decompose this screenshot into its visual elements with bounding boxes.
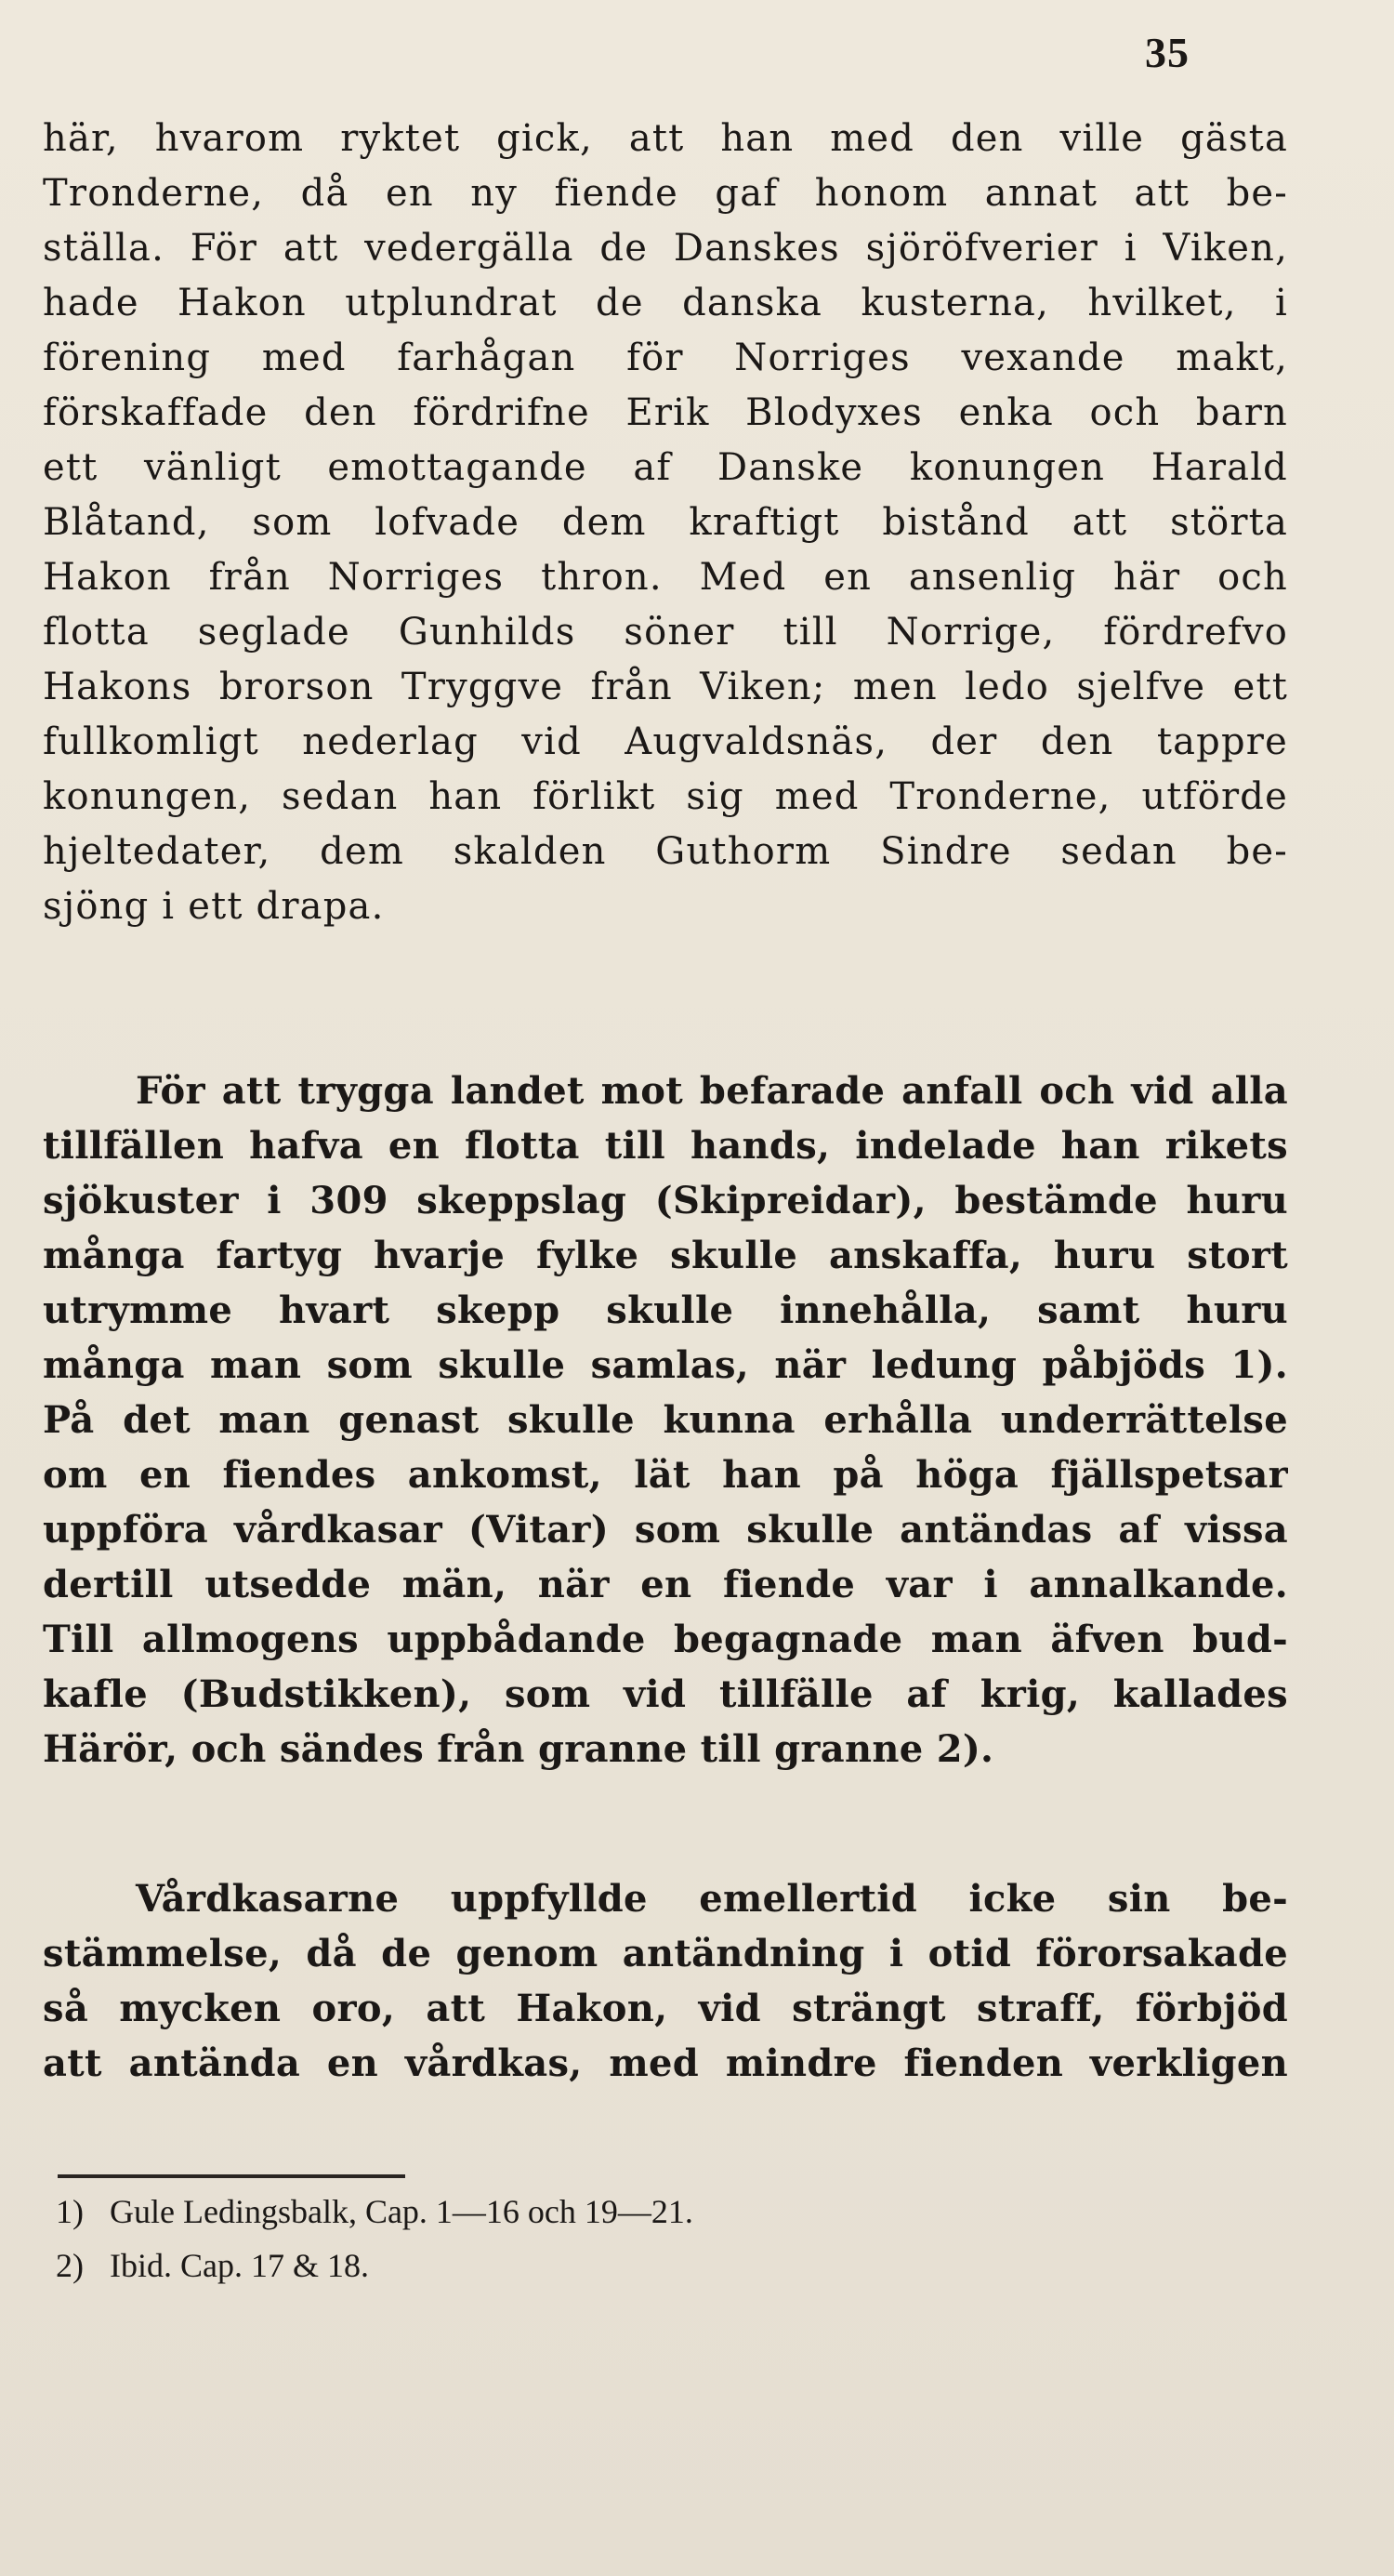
text-line: För att trygga landet mot befarade anfall och vid alla (136, 1069, 1288, 1113)
footnote-text: Gule Ledingsbalk, Cap. 1—16 och 19—21. (110, 2193, 693, 2230)
text-line: Hakons brorson Tryggve från Viken; men ledo sjelfve ett (43, 666, 1288, 708)
footnote-mark: 1) (56, 2193, 84, 2230)
text-line: Vårdkasarne uppfyllde emellertid icke sin be- (136, 1877, 1288, 1921)
page-number: 35 (1145, 29, 1190, 76)
paragraph-3 (43, 1871, 1288, 2091)
footnote (56, 2239, 693, 2292)
text-line: så mycken oro, att Hakon, vid strängt straff, förbjöd (43, 1987, 1288, 2030)
text-line: På det man genast skulle kunna erhålla underrättelse (43, 1398, 1288, 1442)
footnote-mark: 2) (56, 2247, 84, 2284)
paragraph-2 (43, 1063, 1288, 1777)
text-line: många fartyg hvarje fylke skulle anskaffa, huru stort (43, 1234, 1288, 1277)
footnote (56, 2185, 693, 2239)
text-line: Hakon från Norriges thron. Med en ansenlig här och (43, 556, 1288, 599)
text-line: att antända en vårdkas, med mindre fienden verkligen (43, 2041, 1288, 2085)
text-line: hade Hakon utplundrat de danska kusterna, hvilket, i (43, 282, 1288, 324)
text-line: kafle (Budstikken), som vid tillfälle af krig, kallades (43, 1672, 1288, 1716)
text-line: flotta seglade Gunhilds söner till Norrige, fördrefvo (43, 611, 1288, 654)
text-line: sjökuster i 309 skeppslag (Skipreidar), bestämde huru (43, 1179, 1288, 1222)
text-line: utrymme hvart skepp skulle innehålla, samt huru (43, 1288, 1288, 1332)
footnote-text: Ibid. Cap. 17 & 18. (110, 2247, 369, 2284)
text-line: fullkomligt nederlag vid Augvaldsnäs, der den tappre (43, 720, 1288, 763)
text-line: förening med farhågan för Norriges vexande makt, (43, 337, 1288, 379)
text-line: uppföra vårdkasar (Vitar) som skulle antändas af vissa (43, 1508, 1288, 1552)
text-line: förskaffade den fördrifne Erik Blodyxes enka och barn (43, 391, 1288, 434)
text-line: hjeltedater, dem skalden Guthorm Sindre sedan be- (43, 830, 1288, 873)
text-line: ställa. För att vedergälla de Danskes sjöröfverier i Viken, (43, 227, 1288, 270)
text-line: här, hvarom ryktet gick, att han med den ville gästa (43, 117, 1288, 160)
text-line: Härör, och sändes från granne till granne 2). (43, 1727, 994, 1771)
text-line: Tronderne, då en ny fiende gaf honom annat att be- (43, 172, 1288, 215)
text-line: dertill utsedde män, när en fiende var i annalkande. (43, 1563, 1288, 1606)
page-bottom-margin (0, 2296, 1394, 2576)
text-line: stämmelse, då de genom antändning i otid förorsakade (43, 1932, 1288, 1975)
text-line: sjöng i ett drapa. (43, 885, 385, 928)
text-line: ett vänligt emottagande af Danske konungen Harald (43, 446, 1288, 489)
footnotes (56, 2185, 693, 2292)
text-line: många man som skulle samlas, när ledung påbjöds 1). (43, 1343, 1288, 1387)
footnote-divider (58, 2174, 405, 2178)
text-line: konungen, sedan han förlikt sig med Tronderne, utförde (43, 775, 1288, 818)
text-line: Till allmogens uppbådande begagnade man äfven bud- (43, 1618, 1288, 1661)
text-line: om en fiendes ankomst, lät han på höga fjällspetsar (43, 1453, 1288, 1497)
text-line: Blåtand, som lofvade dem kraftigt bistånd att störta (43, 501, 1288, 544)
paragraph-1 (43, 112, 1288, 934)
text-line: tillfällen hafva en flotta till hands, indelade han rikets (43, 1124, 1288, 1168)
